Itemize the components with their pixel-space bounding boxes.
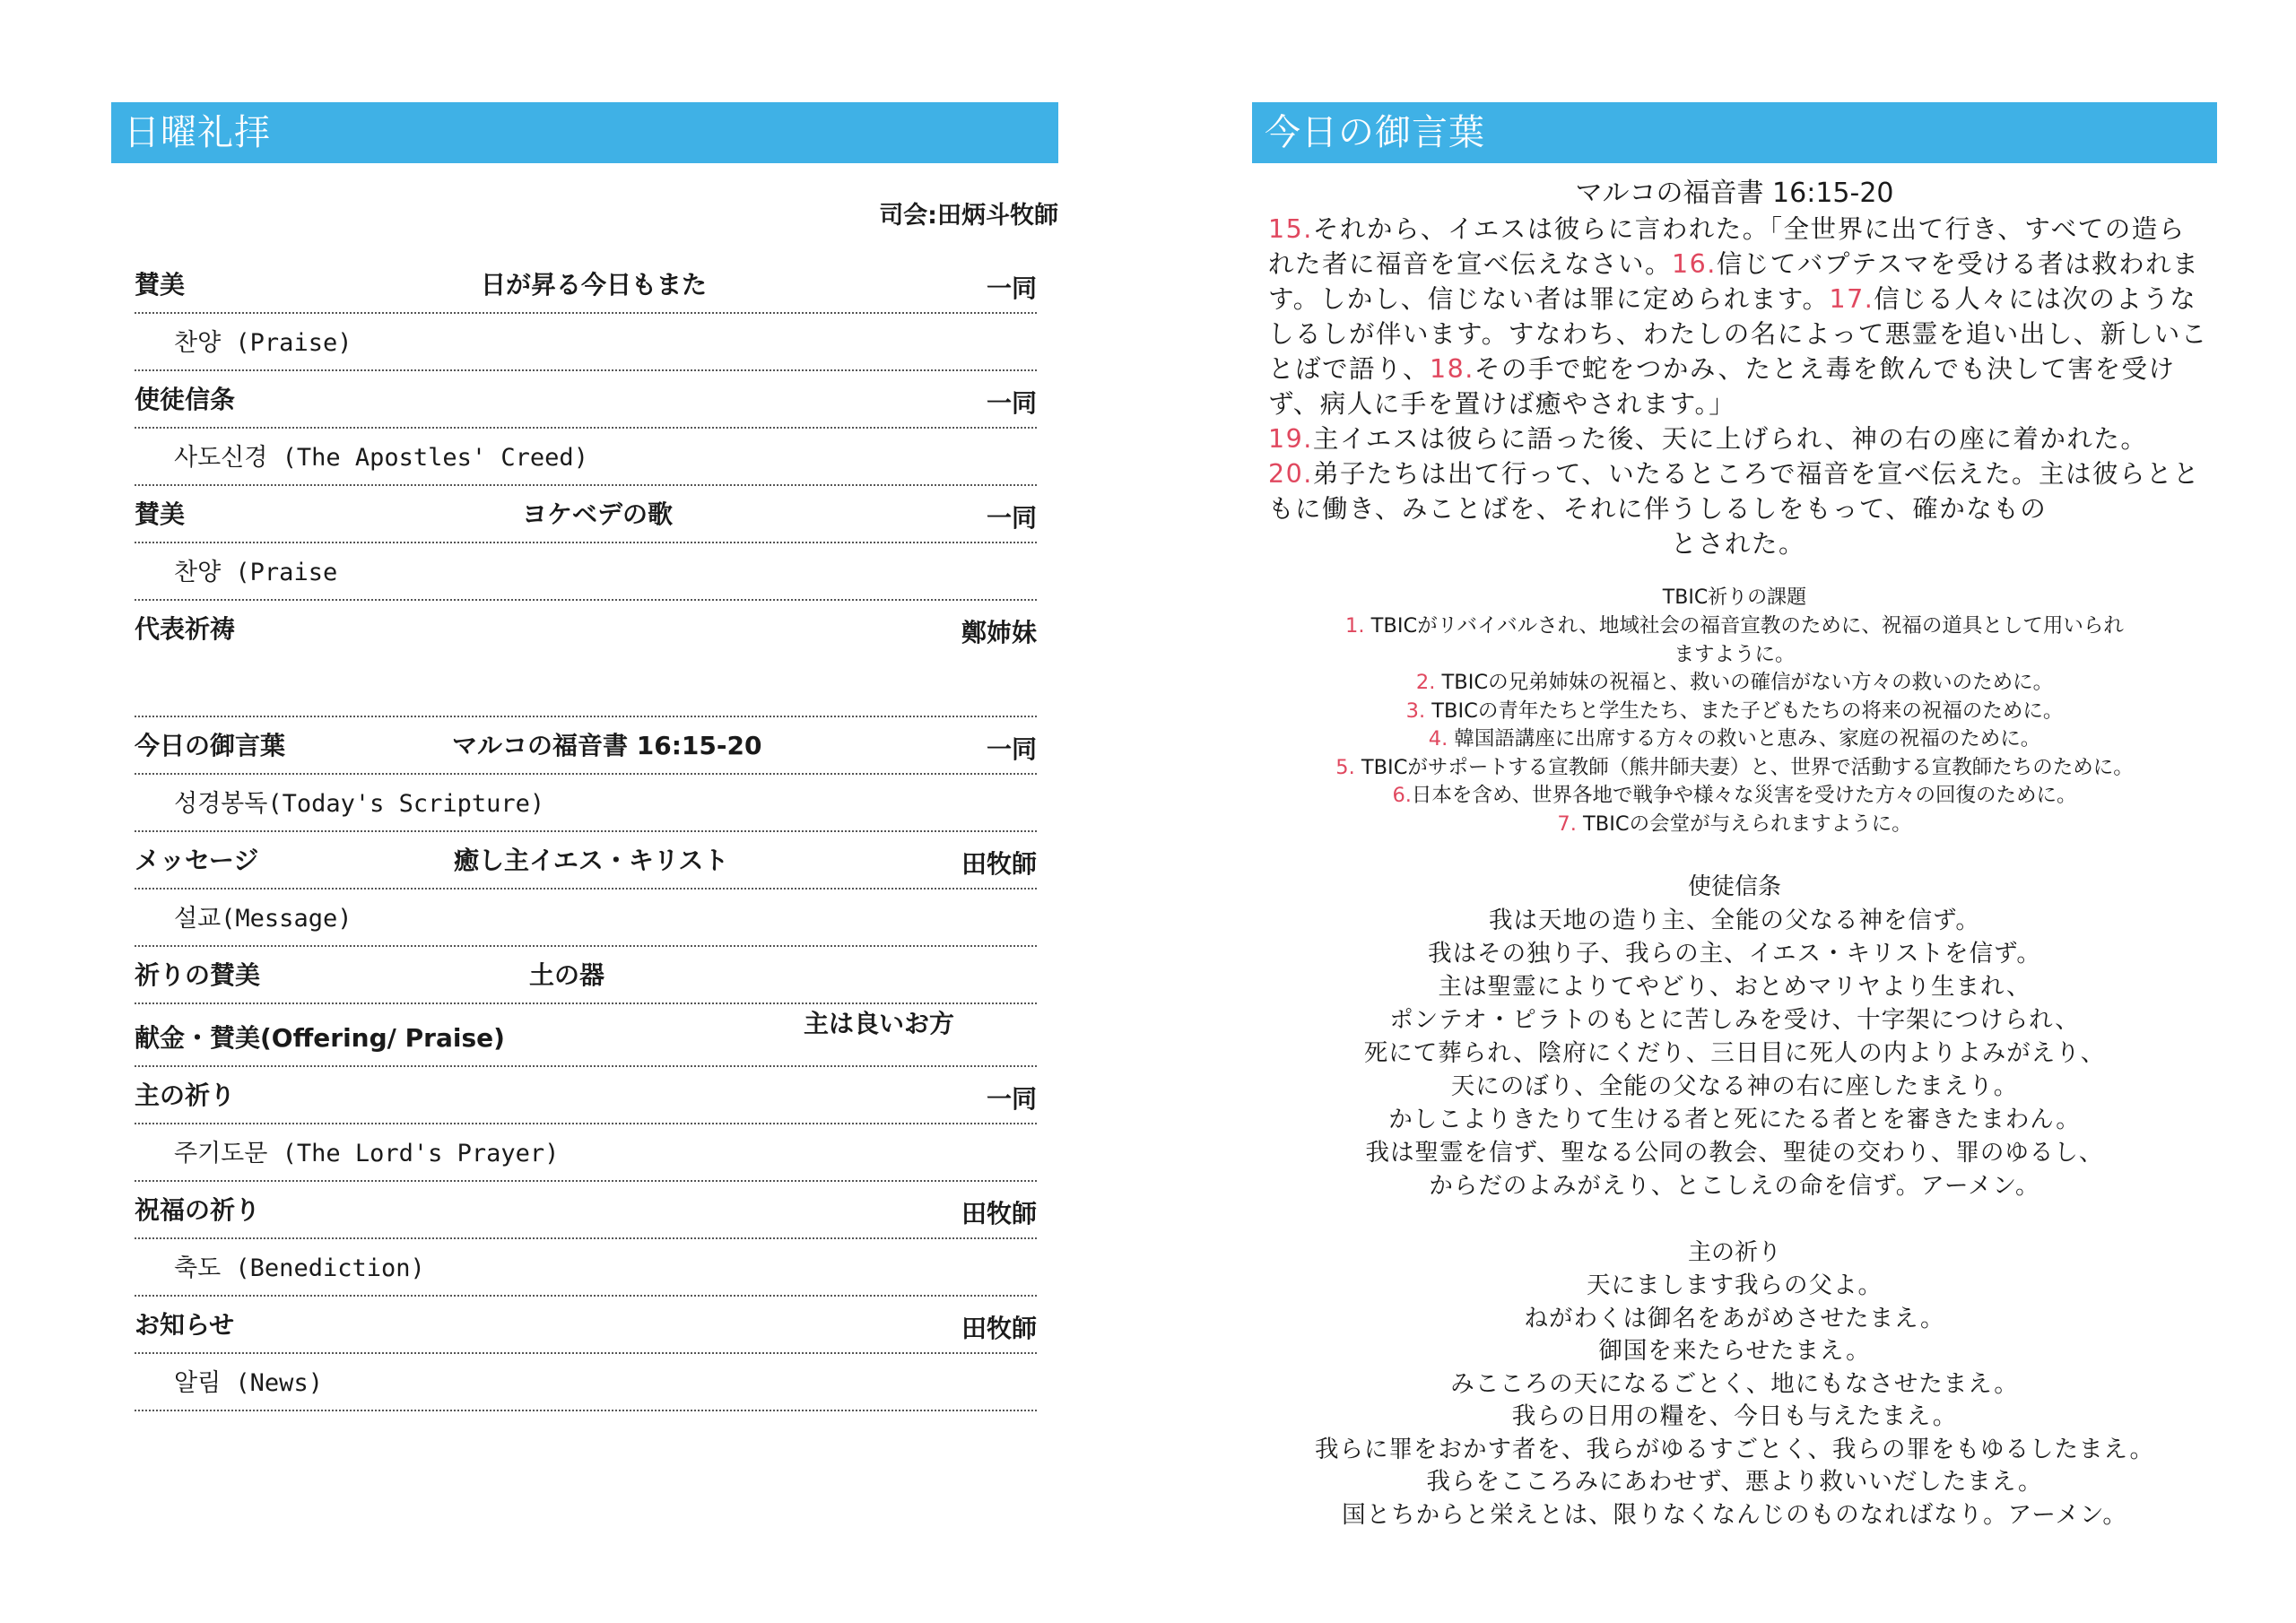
item-leader: 一同 [986, 503, 1037, 533]
prayer-line: 我らをこころみにあわせず、悪より救いいだしたまえ。 [1426, 1468, 2043, 1496]
item-leader: 一同 [986, 734, 1037, 764]
presider: 司会:田炳斗牧師 [879, 202, 1058, 230]
prayer-line: 御国を来たらせたまえ。 [1598, 1337, 1871, 1365]
item-leader: 田牧師 [961, 1314, 1037, 1343]
topic-text: TBICの兄弟姉妹の祝福と、救いの確信がない方々の救いのために。 [1441, 671, 2054, 694]
verse-text: その手で蛇をつかみ、たとえ毒を飲んでも決して害を受けず、病人に手を置けば癒やされます。」 [1268, 354, 2176, 419]
item-leader: 一同 [986, 1084, 1037, 1114]
verse-number: 18. [1430, 354, 1474, 384]
item-leader: 一同 [986, 388, 1037, 418]
creed-line: 我は天地の造り主、全能の父なる神を信ず。 [1489, 907, 1980, 934]
creed-line: かしこよりきたりて生ける者と死にたる者とを審きたまわん。 [1388, 1106, 2081, 1133]
prayer-line: みこころの天になるごとく、地にもなさせたまえ。 [1450, 1369, 2019, 1398]
prayer-line: 天にまします我らの父よ。 [1587, 1271, 1883, 1299]
verse-text-end: とされた。 [1670, 529, 1805, 559]
prayer-topic [1252, 754, 2217, 783]
creed-line: 主は聖霊によりてやどり、おとめマリヤより生まれ、 [1438, 973, 2031, 1001]
order-row [135, 717, 1037, 775]
item-title: 찬양 (Praise [174, 559, 338, 586]
topic-number: 3. [1405, 699, 1426, 723]
verse-text: 主イエスは彼らに語った後、天に上げられ、神の右の座に着かれた。 [1312, 424, 2148, 454]
order-row [135, 832, 1037, 890]
lords-prayer-heading: 主の祈り [1687, 1239, 1781, 1266]
topic-text: TBICがリバイバルされ、地域社会の福音宣教のために、祝福の道具として用いられ [1370, 614, 2124, 638]
item-title: 賛美 [135, 499, 186, 529]
scripture-reference: マルコの福音書 16:15-20 [1575, 178, 1894, 209]
topic-number: 1. [1345, 614, 1365, 638]
prayer-topic [1252, 612, 2217, 641]
order-of-service [135, 256, 1037, 1411]
order-row-translation [135, 429, 1037, 486]
item-title: 献金・賛美(Offering/ Praise) [135, 1023, 505, 1053]
topic-text: TBICがサポートする宣教師（熊井師夫妻）と、世界で活動する宣教師たちのために。 [1361, 755, 2134, 779]
item-title: 사도신경 (The Apostles' Creed) [174, 444, 588, 472]
item-song: 日が昇る今日もまた [481, 270, 708, 299]
item-title: メッセージ [135, 846, 259, 875]
prayer-line: 国とちからと栄えとは、限りなくなんじのものなればなり。アーメン。 [1342, 1500, 2127, 1529]
order-row [135, 371, 1037, 429]
order-row [135, 1067, 1037, 1124]
order-row-translation [135, 1124, 1037, 1182]
item-title: 주기도문 (The Lord's Prayer) [174, 1140, 560, 1167]
order-row [135, 1297, 1037, 1354]
prayer-topics-heading: TBIC祈りの課題 [1662, 586, 1807, 609]
item-title: 성경봉독(Today's Scripture) [174, 790, 545, 818]
order-row-translation [135, 314, 1037, 371]
scripture-passage [1252, 176, 2217, 561]
order-row [135, 601, 1037, 717]
item-leader: 田牧師 [961, 1199, 1037, 1228]
order-row [135, 1182, 1037, 1239]
creed-line: からだのよみがえり、とこしえの命を信ず。アーメン。 [1429, 1172, 2040, 1200]
topic-text: TBICの会堂が与えられますように。 [1583, 812, 1912, 836]
right-page [1148, 0, 2296, 1623]
item-song: ヨケベデの歌 [522, 499, 674, 529]
topic-text: 日本を含め、世界各地で戦争や様々な災害を受けた方々の回復のために。 [1411, 784, 2077, 807]
item-leader: 一同 [986, 273, 1037, 303]
creed-line: 天にのぼり、全能の父なる神の右に座したまえり。 [1450, 1072, 2019, 1100]
prayer-line: ねがわくは御名をあがめさせたまえ。 [1524, 1304, 1945, 1332]
scripture-header: 今日の御言葉 [1252, 102, 2217, 163]
item-title: 설교(Message) [174, 905, 352, 933]
verse-text: 信じる人々には次のようなしるしが伴います。すなわち、わたしの名によって悪霊を追い出し、新しいことばで語り、 [1268, 284, 2208, 384]
prayer-topics [1252, 584, 2217, 838]
topic-number: 5. [1335, 755, 1355, 779]
creed-line: ポンテオ・ピラトのもとに苦しみを受け、十字架につけられ、 [1389, 1006, 2080, 1034]
verse-number: 20. [1268, 459, 1313, 489]
order-row-translation [135, 775, 1037, 832]
verse-number: 19. [1268, 424, 1313, 454]
topic-number: 2. [1415, 671, 1436, 694]
item-title: お知らせ [135, 1310, 235, 1340]
item-leader: 鄭姉妹 [961, 618, 1037, 647]
item-title: 찬양 (Praise) [174, 329, 352, 357]
prayer-topic [1252, 811, 2217, 839]
prayer-topic [1252, 782, 2217, 811]
order-row [135, 947, 1037, 1004]
item-title: 祈りの賛美 [135, 960, 261, 990]
verse-number: 17. [1829, 284, 1874, 314]
item-title: 代表祈祷 [135, 614, 236, 644]
item-title: 祝福の祈り [135, 1195, 261, 1225]
apostles-creed [1252, 870, 2217, 1202]
lords-prayer [1252, 1236, 2217, 1532]
item-passage: マルコの福音書 16:15-20 [452, 731, 762, 760]
prayer-line: 我らの日用の糧を、今日も与えたまえ。 [1511, 1402, 1958, 1430]
order-row-translation [135, 1239, 1037, 1297]
item-title: 축도 (Benediction) [174, 1254, 425, 1282]
topic-number: 4. [1428, 727, 1448, 751]
item-song: 土の器 [529, 960, 605, 990]
item-leader: 田牧師 [961, 849, 1037, 879]
scripture-body [1252, 212, 2217, 561]
order-row [135, 256, 1037, 314]
item-sermon-title: 癒し主イエス・キリスト [454, 846, 729, 875]
creed-line: 我は聖霊を信ず、聖なる公同の教会、聖徒の交わり、罪のゆるし、 [1365, 1139, 2104, 1167]
verse-text: 信じてバプテスマを受ける者は救われます。しかし、信じない者は罪に定められます。 [1268, 249, 2200, 314]
prayer-line: 我らに罪をおかす者を、我らがゆるすごとく、我らの罪をもゆるしたまえ。 [1314, 1435, 2155, 1463]
creed-heading: 使徒信条 [1687, 873, 1781, 900]
prayer-topic [1252, 669, 2217, 698]
worship-header: 日曜礼拝 [111, 102, 1058, 163]
order-row-translation [135, 890, 1037, 947]
creed-line: 我はその独り子、我らの主、イエス・キリストを信ず。 [1428, 940, 2041, 968]
item-song: 主は良いお方 [804, 1009, 955, 1038]
verse-number: 16. [1672, 249, 1717, 279]
topic-number: 7. [1557, 812, 1577, 836]
creed-line: 死にて葬られ、陰府にくだり、三日目に死人の内よりよみがえり、 [1363, 1039, 2106, 1067]
topic-text: 韓国語講座に出席する方々の救いと恵み、家庭の祝福のために。 [1454, 727, 2041, 751]
topic-number: 6. [1392, 784, 1412, 807]
item-title: 今日の御言葉 [135, 731, 286, 760]
order-row [135, 486, 1037, 543]
item-title: 賛美 [135, 270, 186, 299]
verse-text: 弟子たちは出て行って、いたるところで福音を宣べ伝えた。主は彼らとともに働き、みことばを、それに伴うしるしをもって、確かなもの [1268, 459, 2200, 524]
item-title: 使徒信条 [135, 385, 236, 414]
topic-text: TBICの青年たちと学生たち、また子どもたちの将来の祝福のために。 [1431, 699, 2064, 723]
verse-text: それから、イエスは彼らに言われた。「全世界に出て行き、すべての造られた者に福音を宣べ伝えなさい。 [1268, 214, 2186, 279]
prayer-topic-continuation: ますように。 [1674, 642, 1796, 666]
order-row-translation [135, 1354, 1037, 1411]
item-title: 알림 (News) [174, 1369, 323, 1397]
verse-number: 15. [1268, 214, 1313, 244]
order-row [135, 1004, 1037, 1067]
order-row-translation [135, 543, 1037, 601]
prayer-topic [1252, 698, 2217, 726]
prayer-topic [1252, 725, 2217, 754]
item-title: 主の祈り [135, 1081, 236, 1110]
